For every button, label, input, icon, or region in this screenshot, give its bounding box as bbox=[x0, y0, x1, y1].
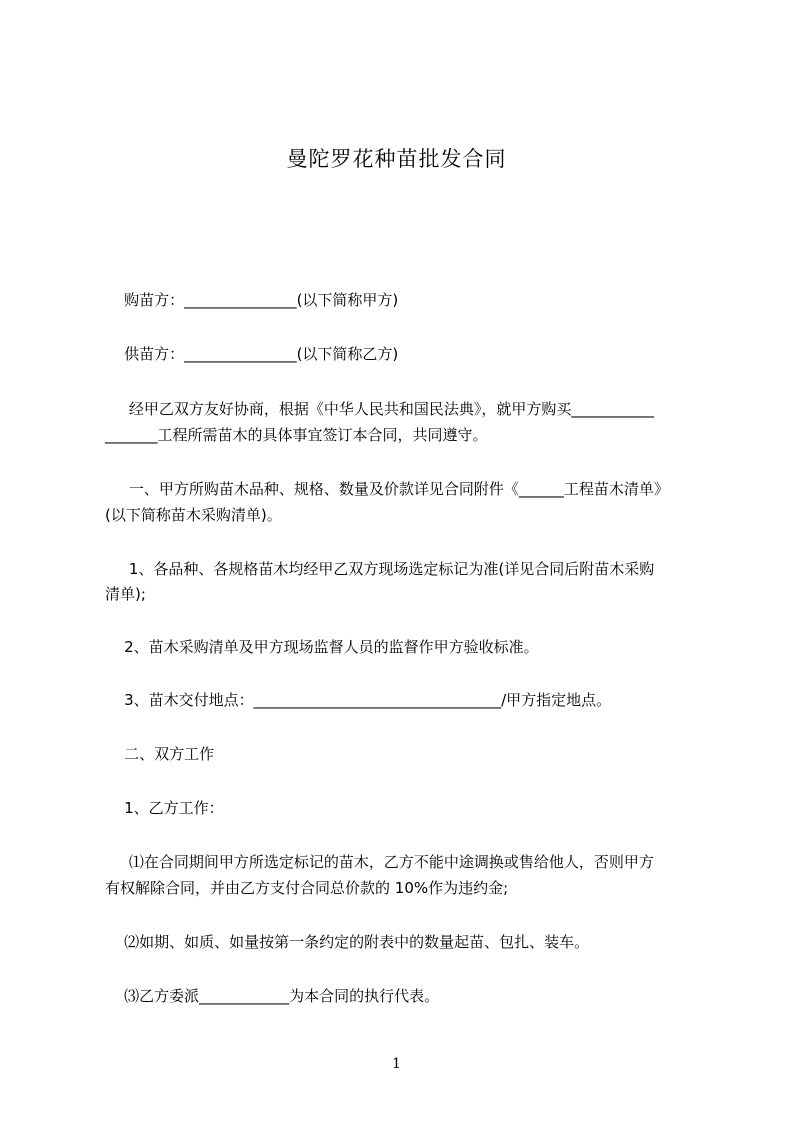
preamble-line-1: 经甲乙双方友好协商，根据《中华人民共和国民法典》，就甲方购买___________ bbox=[105, 400, 654, 418]
duty-1-line-2: 有权解除合同，并由乙方支付合同总价款的 10%作为违约金; bbox=[105, 879, 509, 897]
clause-1-1-line-1: 1、各品种、各规格苗木均经甲乙双方现场选定标记为准(详见合同后附苗木采购 bbox=[105, 560, 655, 578]
duty-2-line: ⑵如期、如质、如量按第一条约定的附表中的数量起苗、包扎、装车。 bbox=[105, 933, 590, 951]
document-title: 曼陀罗花种苗批发合同 bbox=[286, 147, 507, 171]
clause-1-3-line: 3、苗木交付地点：_________________________________/甲方指定地点。 bbox=[105, 691, 612, 709]
duty-1-line-1: ⑴在合同期间甲方所选定标记的苗木，乙方不能中途调换或售给他人，否则甲方 bbox=[105, 853, 654, 871]
supplier-line: 供苗方：_______________(以下简称乙方) bbox=[105, 345, 399, 363]
section-2-heading: 二、双方工作 bbox=[105, 745, 215, 763]
duty-3-line: ⑶乙方委派____________为本合同的执行代表。 bbox=[105, 987, 440, 1005]
clause-1-2-line: 2、苗木采购清单及甲方现场监督人员的监督作甲方验收标准。 bbox=[105, 638, 539, 656]
clause-1-1-line-2: 清单); bbox=[105, 585, 146, 603]
supplier-duties-heading: 1、乙方工作： bbox=[105, 799, 224, 817]
clause-1-line-1: 一、甲方所购苗木品种、规格、数量及价款详见合同附件《______工程苗木清单》 bbox=[105, 480, 669, 498]
preamble-line-2: _______工程所需苗木的具体事宜签订本合同，共同遵守。 bbox=[105, 426, 488, 444]
clause-1-line-2: (以下简称苗木采购清单)。 bbox=[105, 506, 282, 524]
buyer-line: 购苗方：_______________(以下简称甲方) bbox=[105, 291, 399, 309]
page-number: 1 bbox=[392, 1056, 401, 1072]
